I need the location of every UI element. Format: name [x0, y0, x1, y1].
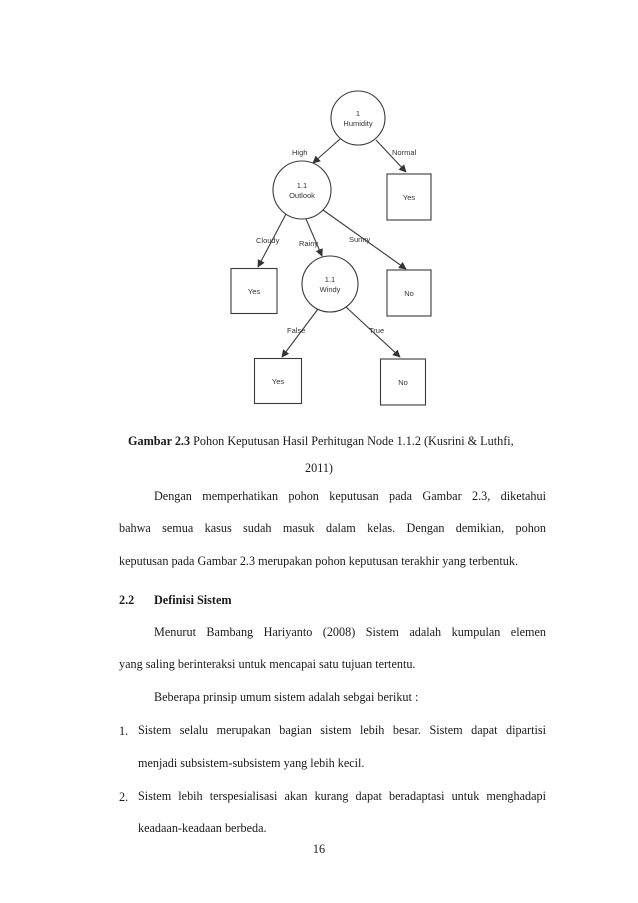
leaf-node	[387, 270, 431, 316]
list-line: menjadi subsistem-subsistem yang lebih kecil.	[138, 756, 365, 770]
node-label: Outlook	[289, 191, 315, 200]
leaf-node	[255, 359, 302, 404]
node-label: Yes	[247, 287, 261, 296]
node-label: 1.1	[324, 275, 336, 284]
paragraph-3: Beberapa prinsip umum sistem adalah sebgai berikut :	[154, 690, 419, 704]
list-number: 2.	[119, 790, 129, 804]
paragraph-line: yang saling berinteraksi untuk mencapai satu tujuan tertentu.	[119, 657, 416, 671]
leaf-node	[381, 359, 426, 405]
node-label: Yes	[402, 193, 416, 202]
node-label: No	[398, 378, 408, 387]
list-line: Sistem selalu merupakan bagian sistem lebih besar. Sistem dapat dipartisi	[138, 723, 546, 737]
caption-line-1	[128, 434, 514, 449]
paragraph-line: Dengan memperhatikan pohon keputusan pada Gambar 2.3, diketahui	[154, 489, 546, 503]
decision-tree-diagram	[0, 0, 638, 420]
section-number: 2.2	[119, 593, 135, 607]
caption-line-2: 2011)	[305, 461, 333, 475]
edge-label: False	[287, 326, 306, 335]
node-label: Humidity	[343, 119, 373, 128]
node-circle	[273, 161, 331, 219]
edge-label: Rainy	[299, 239, 319, 248]
list-number: 1.	[119, 724, 129, 738]
node-label: 1.1	[296, 181, 308, 190]
paragraph-line: Menurut Bambang Hariyanto (2008) Sistem adalah kumpulan elemen	[154, 625, 546, 639]
edge-label: True	[369, 326, 385, 335]
node-circle	[302, 256, 358, 312]
node-circle	[331, 91, 385, 145]
section-title: Definisi Sistem	[154, 593, 232, 607]
node-label: No	[404, 289, 414, 298]
leaf-node	[231, 269, 277, 314]
node-label: Windy	[319, 285, 341, 294]
decision-node	[302, 256, 358, 312]
list-line: keadaan-keadaan berbeda.	[138, 821, 267, 835]
caption-label: Gambar 2.3	[128, 434, 191, 448]
edge-arrow-high	[313, 139, 340, 163]
edge-label: Sunny	[349, 235, 371, 244]
paragraph-line: keputusan pada Gambar 2.3 merupakan pohon keputusan terakhir yang terbentuk.	[119, 554, 519, 568]
edge-label: Normal	[392, 148, 417, 157]
node-label: Yes	[271, 377, 285, 386]
edge-label: High	[292, 148, 308, 157]
page-number: 16	[312, 842, 326, 856]
list-line: Sistem lebih terspesialisasi akan kurang dapat beradaptasi untuk menghadapi	[138, 789, 546, 803]
paragraph-line: bahwa semua kasus sudah masuk dalam kelas. Dengan demikian, pohon	[119, 521, 546, 535]
leaf-node	[387, 174, 431, 220]
edge-label: Cloudy	[256, 236, 280, 245]
decision-node	[273, 161, 331, 219]
node-label: 1	[355, 109, 361, 118]
decision-node	[331, 91, 385, 145]
caption-text: Pohon Keputusan Hasil Perhitugan Node 1.1.2 (Kusrini & Luthfi,	[190, 434, 514, 448]
edge-arrow-rainy	[306, 219, 322, 256]
